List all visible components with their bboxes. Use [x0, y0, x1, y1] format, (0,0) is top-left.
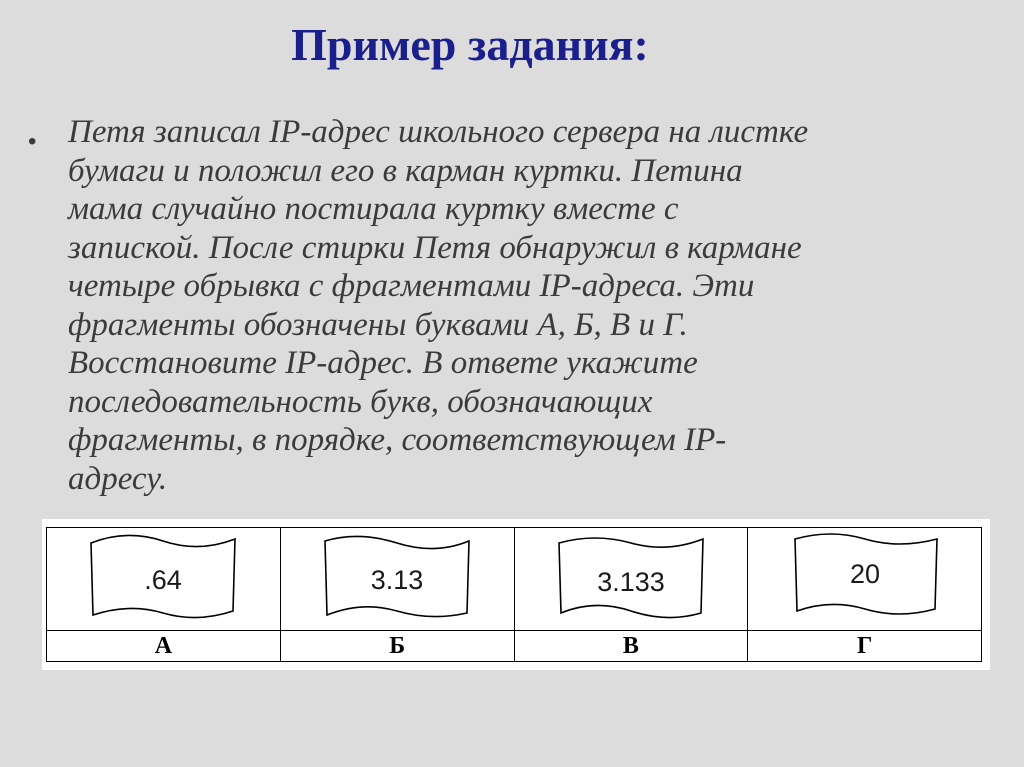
task-text-line: четыре обрывка с фрагментами IP-адреса. Эти [68, 268, 755, 304]
torn-paper-icon [553, 531, 709, 623]
fragment-cell-b [280, 528, 514, 631]
fragments-table [46, 527, 982, 662]
torn-paper-icon [85, 531, 241, 623]
fragment-value: 3.13 [370, 565, 424, 595]
fragment-value: 3.133 [597, 567, 665, 597]
fragment-letter: Б [280, 631, 514, 662]
task-text-line: фрагменты, в порядке, соответствующем IP- [68, 422, 727, 458]
fragments-figure [42, 519, 990, 670]
fragment-letter: А [47, 631, 281, 662]
task-text-line: Петя записал IP-адрес школьного сервера на листке [68, 114, 809, 150]
task-text [68, 113, 998, 498]
fragments-row [47, 528, 982, 631]
bullet-marker: • [28, 128, 37, 155]
task-text-line: бумаги и положил его в карман куртки. Петина [68, 152, 743, 189]
task-text-line: адресу. [68, 460, 168, 497]
fragment-cell-d [748, 528, 982, 631]
fragment-letter: Г [748, 631, 982, 662]
task-text-line: фрагменты обозначены буквами А, Б, В и Г. [68, 306, 688, 343]
torn-paper-icon [787, 531, 943, 623]
task-text-line: последовательность букв, обозначающих [68, 383, 653, 420]
fragment-value: 20 [849, 559, 880, 589]
fragment-cell-a [47, 528, 281, 631]
fragment-cell-c [514, 528, 748, 631]
task-text-line: Восстановите IP-адрес. В ответе укажите [68, 345, 698, 381]
torn-paper-icon [319, 531, 475, 623]
fragment-letter: В [514, 631, 748, 662]
slide-title: Пример задания: [291, 19, 649, 70]
fragment-value: .64 [144, 565, 183, 595]
letters-row [47, 631, 982, 662]
task-text-line: мама случайно постирала куртку вместе с [68, 191, 679, 227]
task-text-line: запиской. После стирки Петя обнаружил в кармане [68, 229, 802, 266]
